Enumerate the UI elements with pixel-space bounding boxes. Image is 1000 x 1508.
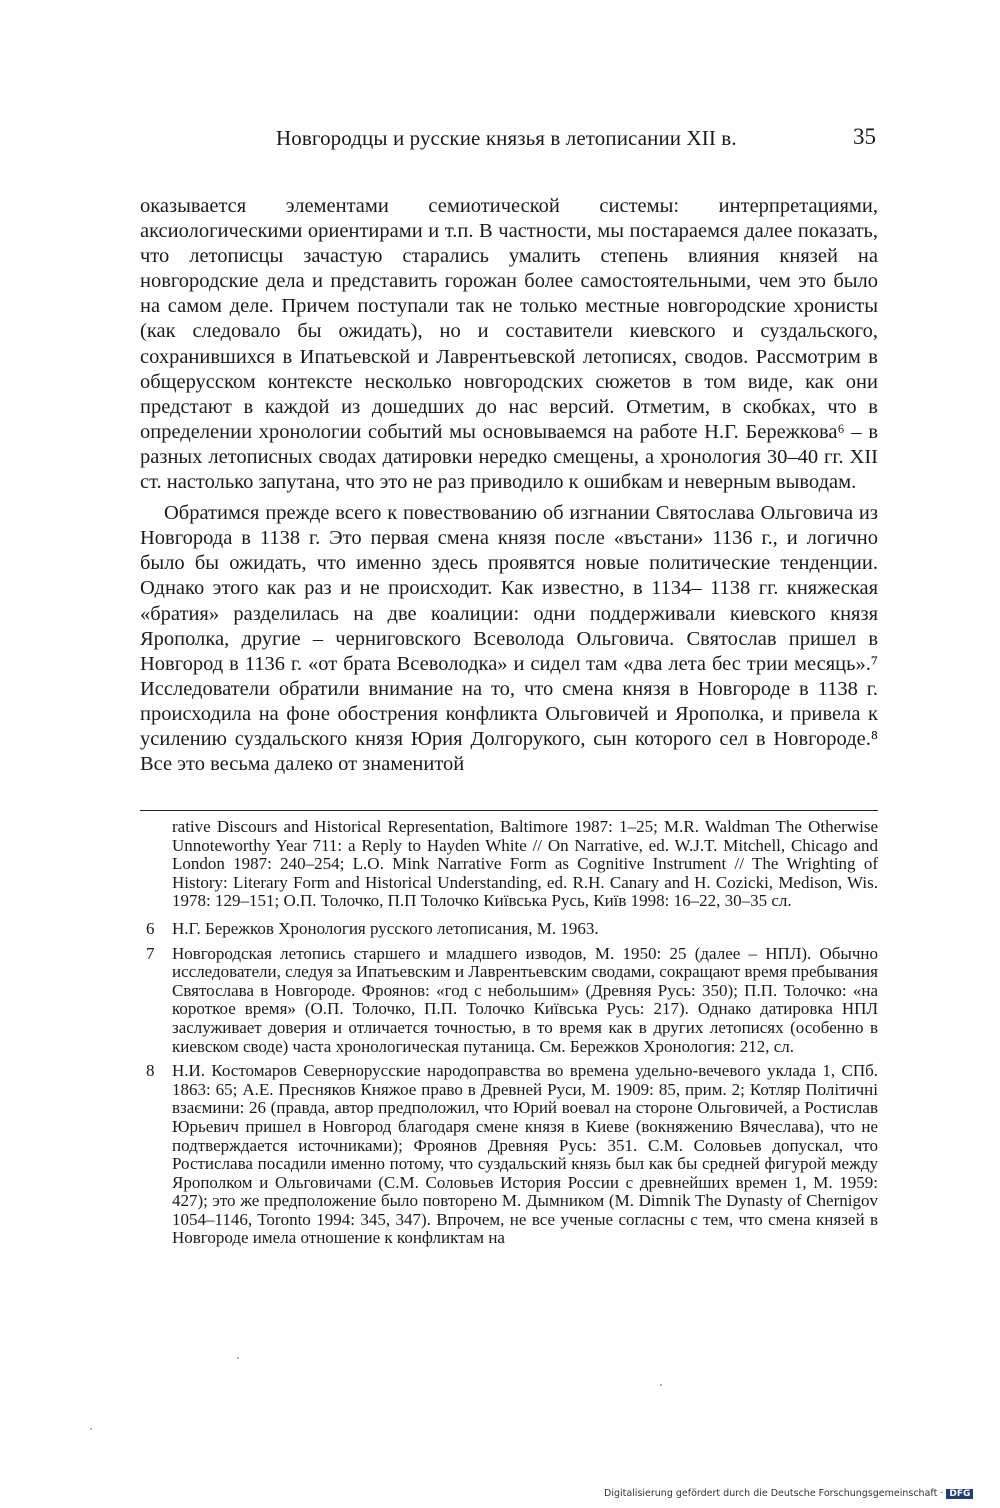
footnote-7 xyxy=(146,945,878,1057)
footnotes xyxy=(146,818,878,1254)
footnote-8 xyxy=(146,1062,878,1248)
dfg-logo: DFG xyxy=(946,1489,973,1499)
scan-speck xyxy=(90,1428,92,1430)
footnote-continuation: rative Discours and Historical Representation, Baltimore 1987: 1–25; M.R. Waldman The Otherwise Unnoteworthy Year 711: a Reply to Hayden White // On Narrative, ed. W.J.T. Mitchell, Chicago and London 1987: 240–254; L.O. Mink Narrative Form as Cognitive Instrument // The Wrighting of History: Literary Form and Historical Understanding, ed. R.H. Canary and H. Cozicki, Medison, Wis. 1978: 129–151; О.П. Толочко, П.П Толочко Київська Русь, Київ 1998: 16–22, 30–35 сл. xyxy=(172,817,878,911)
footnote-separator xyxy=(140,810,878,811)
page-number: 35 xyxy=(853,124,876,149)
footnote-text: Новгородская летопись старшего и младшего изводов, М. 1950: 25 (далее – НПЛ). Обычно исследователи, следуя за Ипатьевским и Лаврентьевским сводами, сокращают время пребывания Святослава в Новгороде. Фроянов: «год с небольшим» (Древняя Русь: 350); П.П. Толочко: «на короткое время» (О.П. Толочко, П.П. Толочко Київська Русь: 217). Однако датировка НПЛ заслуживает доверия и отличается точностью, в то время как в других летописях (особенно в киевском своде) часта хронологическая путаница. См. Бережков Хронология: 212, сл. xyxy=(172,943,878,1056)
main-text xyxy=(140,194,878,777)
footnote-text: Н.И. Костомаров Севернорусские народоправства во времена удельно-вечевого уклада 1, СПб. 1863: 65; А.Е. Пресняков Княжое право в Древней Руси, М. 1909: 85, прим. 2; Котляр Політичні взаємини: 26 (правда, автор предположил, что Юрий воевал на стороне Ольговичей, а Ростислав Юрьевич пришел в Новгород благодаря смене князя в Киеве (вокняжению Вячеслава), что не подтверждается источниками); Фроянов Древняя Русь: 351. С.М. Соловьев допускал, что Ростислава посадили именно потому, что суздальский князь был как бы средней фигурой между Ярополком и Ольговичами (С.М. Соловьев История России с древнейших времен 1, М. 1959: 427); это же предположение было повторено М. Дымником (M. Dimnik The Dynasty of Chernigov 1054–1146, Toronto 1994: 345, 347). Впрочем, не все ученые согласны с тем, что смена князей в Новгороде имела отношение к конфликтам на xyxy=(172,1061,878,1248)
running-header-title: Новгородцы и русские князья в летописании XII в. xyxy=(276,126,737,150)
paragraph-2: Обратимся прежде всего к повествованию об изгнании Святослава Ольговича из Новгорода в 1138 г. Это первая смена князя после «въстани» 1136 г., и логично было бы ожидать, что именно здесь проявятся новые политические тенденции. Однако этого как раз и не происходит. Как известно, в 1134– 1138 гг. княжеская «братия» разделилась на две коалиции: одни поддерживали киевского князя Ярополка, другие – черниговского Всеволода Ольговича. Святослав пришел в Новгород в 1136 г. «от брата Всеволодка» и сидел там «два лета бес трии месяць».⁷ Исследователи обратили внимание на то, что смена князя в Новгороде в 1138 г. происходила на фоне обострения конфликта Ольговичей и Ярополка, и привела к усилению суздальского князя Юрия Долгорукого, сын которого сел в Новгороде.⁸ Все это весьма далеко от знаменитой xyxy=(140,502,878,776)
footnote-text: Н.Г. Бережков Хронология русского летописания, М. 1963. xyxy=(172,918,599,938)
scan-speck xyxy=(237,1357,239,1359)
footnote-number: 7 xyxy=(146,943,155,963)
footnote-number: 8 xyxy=(146,1061,155,1081)
digitization-credit xyxy=(604,1488,973,1499)
scan-speck xyxy=(660,1384,662,1386)
footnote-6 xyxy=(146,920,878,939)
credit-text: Digitalisierung gefördert durch die Deutsche Forschungsgemeinschaft · xyxy=(604,1488,944,1499)
footnote-number: 6 xyxy=(146,918,155,938)
paragraph-1: оказывается элементами семиотической системы: интерпретациями, аксиологическими ориентирами и т.п. В частности, мы постараемся далее показать, что летописцы зачастую старались умалить степень влияния князей на новгородские дела и представить горожан более самостоятельными, чем это было на самом деле. Причем поступали так не только местные новгородские хронисты (как следовало бы ожидать), но и составители киевского и суздальского, сохранившихся в Ипатьевской и Лаврентьевской летописях, сводов. Рассмотрим в общерусском контексте несколько новгородских сюжетов в том виде, как они предстают в каждой из дошедших до нас версий. Отметим, в скобках, что в определении хронологии событий мы основываемся на работе Н.Г. Бережкова⁶ – в разных летописных сводах датировки нередко смещены, а хронология 30–40 гг. XII ст. настолько запутана, что это не раз приводило к ошибкам и неверным выводам. xyxy=(140,195,878,494)
